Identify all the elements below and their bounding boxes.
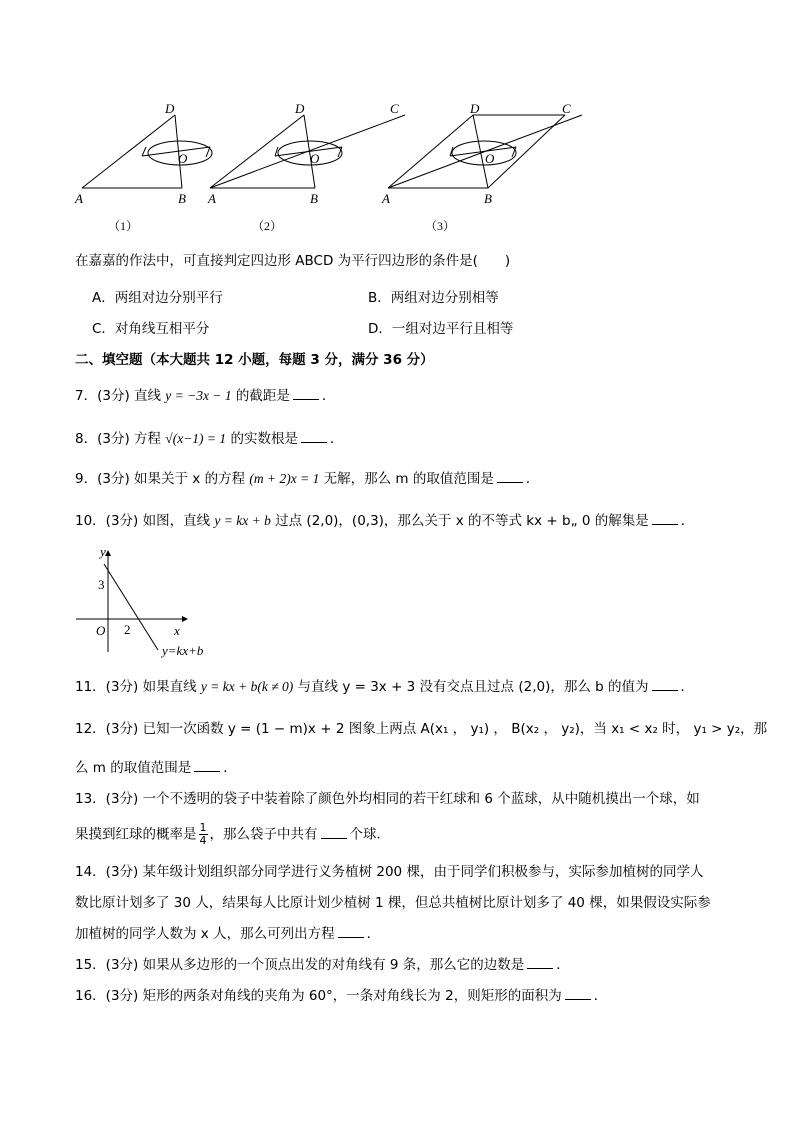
x-axis-label: x xyxy=(174,623,180,638)
question-14-line-2: 数比原计划多了 30 人，结果每人比原计划少植树 1 棵，但总共植树比原计划多了 40 棵，如果假设实际参 xyxy=(75,895,711,911)
question-12-line-2: 么 m 的取值范围是 ． xyxy=(75,760,237,776)
q11-suffix: 与直线 y = 3x + 3 没有交点且过点 (2,0)，那么 b 的值为 xyxy=(293,679,649,695)
q10-prefix: 10．(3分) 如图，直线 xyxy=(75,513,215,529)
question-9: 9．(3分) 如果关于 x 的方程 (m + 2)x = 1 无解，那么 m 的取值范围是 ． xyxy=(75,471,540,487)
fig3-label-A: A xyxy=(382,191,390,206)
fig3-label-D: D xyxy=(470,101,480,116)
q10-graph xyxy=(70,542,230,662)
q6-stem: 在嘉嘉的作法中，可直接判定四边形 ABCD 为平行四边形的条件是( ) xyxy=(75,253,511,269)
y-tick-label: 3 xyxy=(98,577,105,592)
fig1-label-A: A xyxy=(75,191,83,206)
q7-answer-blank[interactable] xyxy=(293,387,319,400)
fig3-caption: （3） xyxy=(425,219,456,233)
figure-1 xyxy=(82,115,212,188)
y-axis-arrow-icon xyxy=(105,550,111,556)
fig2-label-A: A xyxy=(208,191,216,206)
q16-answer-blank[interactable] xyxy=(565,987,591,1000)
q6-option-a: A．两组对边分别平行 xyxy=(92,290,223,306)
fig1-label-D: D xyxy=(165,101,175,116)
q8-suffix: 的实数根是 xyxy=(226,431,298,447)
question-8: 8．(3分) 方程 √(x−1) = 1 的实数根是 ． xyxy=(75,431,344,447)
q11-answer-blank[interactable] xyxy=(652,678,678,691)
section-2-title: 二、填空题（本大题共 12 小题，每题 3 分，满分 36 分） xyxy=(75,352,434,368)
q6-option-b: B．两组对边分别相等 xyxy=(368,290,499,306)
graph-line xyxy=(104,564,158,650)
question-13-line-2: 果摸到红球的概率是 $\frac{1}{4}$ ，那么袋子中共有 个球． xyxy=(75,821,390,847)
q9-prefix: 9．(3分) 如果关于 x 的方程 xyxy=(75,471,250,487)
fraction-1-4: $\frac{1}{4}$ xyxy=(199,821,207,847)
fig3-label-O: O xyxy=(485,151,495,166)
q7-math: y = −3x − 1 xyxy=(165,388,232,403)
fig2-caption: （2） xyxy=(252,219,283,233)
q7-suffix: 的截距是 xyxy=(231,388,290,404)
q10-suffix: 过点 (2,0)，(0,3)，那么关于 x 的不等式 kx + b„ 0 的解集是 xyxy=(270,513,649,529)
q8-math: √(x−1) = 1 xyxy=(165,431,227,446)
question-14-line-3: 加植树的同学人数为 x 人，那么可列出方程 ． xyxy=(75,926,381,942)
fig2-label-D: D xyxy=(295,101,305,116)
q10-math: y = kx + b xyxy=(214,513,271,528)
fig3-label-B: B xyxy=(484,191,492,206)
q8-prefix: 8．(3分) 方程 xyxy=(75,431,166,447)
fig1-label-B: B xyxy=(178,191,186,206)
question-15: 15．(3分) 如果从多边形的一个顶点出发的对角线有 9 条，那么它的边数是 ． xyxy=(75,957,570,973)
y-axis-label: y xyxy=(100,544,106,559)
geometry-figures xyxy=(70,95,600,240)
fig2-label-O: O xyxy=(310,151,320,166)
question-11: 11．(3分) 如果直线 y = kx + b(k ≠ 0) 与直线 y = 3x + 3 没有交点且过点 (2,0)，那么 b 的值为 ． xyxy=(75,679,694,695)
question-14-line-1: 14．(3分) 某年级计划组织部分同学进行义务植树 200 棵，由于同学们积极参与，实际参加植树的同学人 xyxy=(75,864,704,880)
q10-answer-blank[interactable] xyxy=(652,512,678,525)
question-12-line-1: 12．(3分) 已知一次函数 y = (1 − m)x + 2 图象上两点 A(x₁ ， y₁) ， B(x₂ ， y₂)，当 x₁ < x₂ 时， y₁ > y₂，那 xyxy=(75,721,768,737)
question-16: 16．(3分) 矩形的两条对角线的夹角为 60°，一条对角线长为 2，则矩形的面积为 ． xyxy=(75,988,608,1004)
fig2-label-C: C xyxy=(390,101,399,116)
q15-answer-blank[interactable] xyxy=(527,956,553,969)
q7-prefix: 7．(3分) 直线 xyxy=(75,388,166,404)
q9-answer-blank[interactable] xyxy=(497,470,523,483)
fig3-label-C: C xyxy=(562,101,571,116)
q11-math: y = kx + b(k ≠ 0) xyxy=(200,679,294,694)
q12-answer-blank[interactable] xyxy=(194,759,220,772)
q13-answer-blank[interactable] xyxy=(321,826,347,839)
q9-math: (m + 2)x = 1 xyxy=(249,471,320,486)
x-axis-arrow-icon xyxy=(182,616,188,622)
fig1-caption: （1） xyxy=(108,219,139,233)
line-label: y=kx+b xyxy=(162,643,204,658)
figure-2 xyxy=(210,115,405,188)
x-tick-label: 2 xyxy=(124,622,131,637)
q6-option-d: D．一组对边平行且相等 xyxy=(368,321,514,337)
question-10: 10．(3分) 如图，直线 y = kx + b 过点 (2,0)，(0,3)，那么关于 x 的不等式 kx + b„ 0 的解集是 ． xyxy=(75,513,695,529)
q14-answer-blank[interactable] xyxy=(338,925,364,938)
origin-label: O xyxy=(96,623,106,638)
q11-prefix: 11．(3分) 如果直线 xyxy=(75,679,201,695)
q6-option-c: C．对角线互相平分 xyxy=(92,321,210,337)
q8-answer-blank[interactable] xyxy=(301,430,327,443)
q9-suffix: 无解，那么 m 的取值范围是 xyxy=(319,471,494,487)
question-7: 7．(3分) 直线 y = −3x − 1 的截距是 ． xyxy=(75,388,336,404)
fig2-label-B: B xyxy=(310,191,318,206)
fig1-label-O: O xyxy=(178,151,188,166)
question-13-line-1: 13．(3分) 一个不透明的袋子中装着除了颜色外均相同的若干红球和 6 个蓝球，从中随机摸出一个球，如 xyxy=(75,791,700,807)
